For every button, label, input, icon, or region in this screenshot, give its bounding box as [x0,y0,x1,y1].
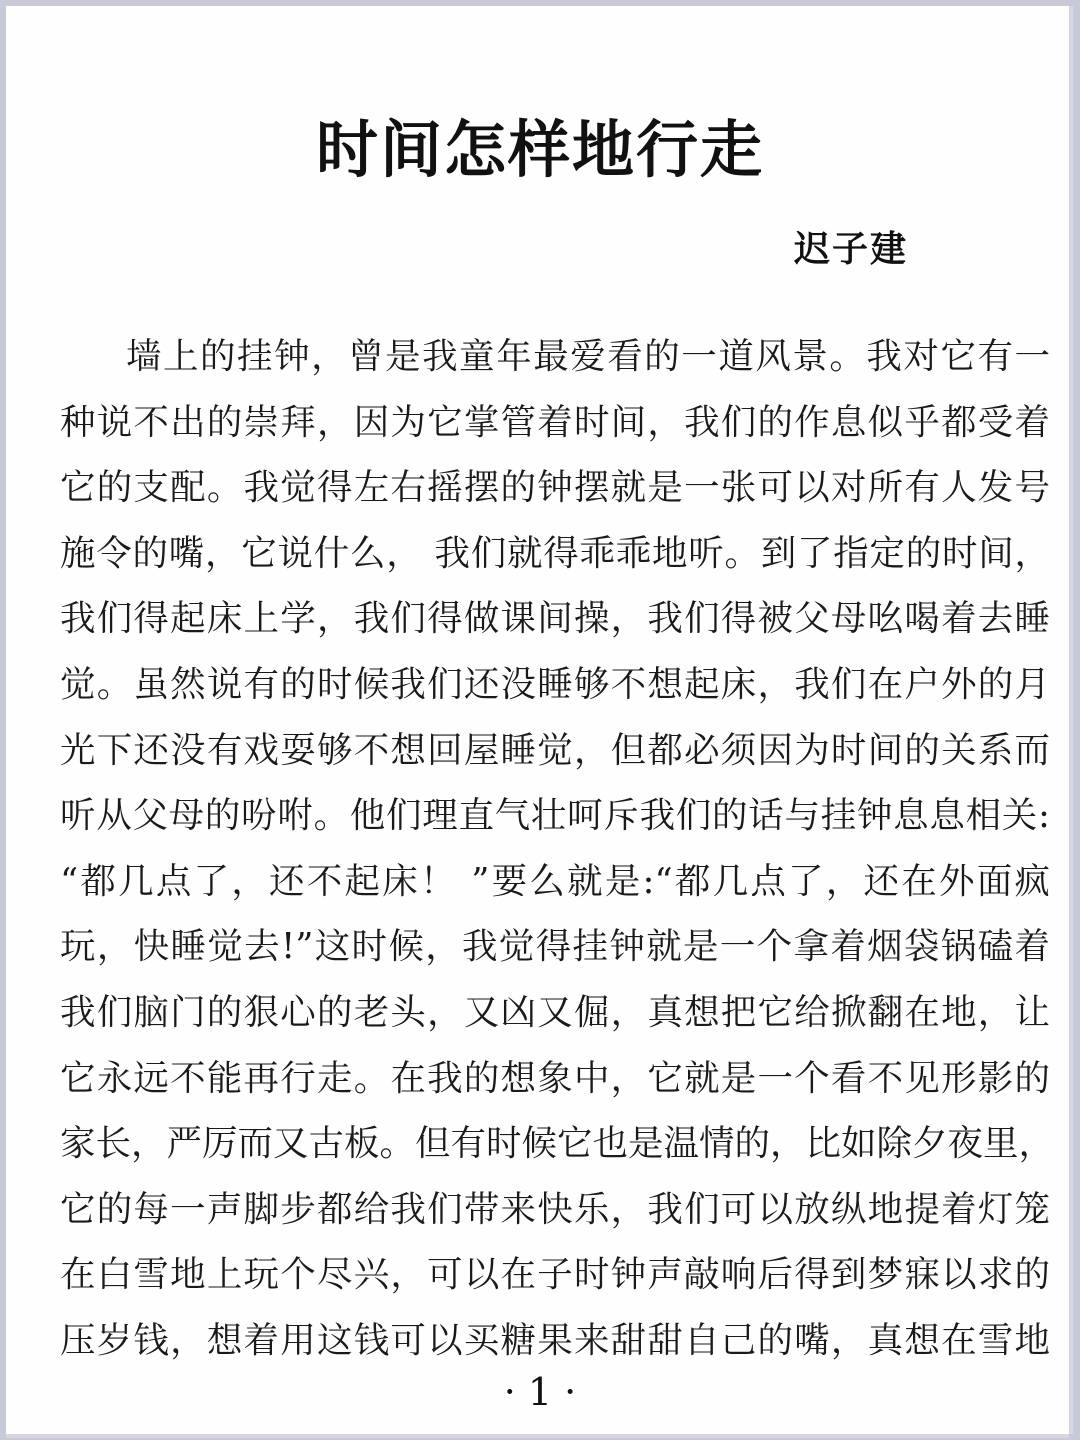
text-line: 在白雪地上玩个尽兴，可以在子时钟声敲响后得到梦寐以求的 [60,1254,1050,1296]
document-page [6,6,1069,1434]
author-name: 迟子建 [794,228,909,270]
text-line: 墙上的挂钟，曾是我童年最爱看的一道风景。我对它有一 [126,336,1050,377]
body-text [60,324,1055,1374]
page-number: · 1 · [503,1370,577,1414]
text-line: 种说不出的崇拜，因为它掌管着时间，我们的作息似乎都受着 [60,401,1050,443]
text-line: 家长，严厉而又古板。但有时候它也是温情的，比如除夕夜里， [60,1123,1055,1165]
text-line: 它永远不能再行走。在我的想象中，它就是一个看不见形影的 [60,1057,1050,1099]
text-line: 光下还没有戏耍够不想回屋睡觉，但都必须因为时间的关系而 [60,729,1050,771]
text-line: 我们得起床上学，我们得做课间操，我们得被父母吆喝着去睡 [60,598,1050,640]
text-line: 觉。虽然说有的时候我们还没睡够不想起床，我们在户外的月 [60,663,1050,705]
document-title: 时间怎样地行走 [315,113,764,186]
text-line: “都几点了，还不起床！ ”要么就是:“都几点了，还在外面疯 [60,860,1050,902]
text-line: 它的每一声脚步都给我们带来快乐，我们可以放纵地提着灯笼 [60,1188,1050,1230]
text-line: 压岁钱，想着用这钱可以买糖果来甜甜自己的嘴，真想在雪地 [60,1319,1050,1361]
text-line: 它的支配。我觉得左右摇摆的钟摆就是一张可以对所有人发号 [60,467,1050,509]
text-line: 施令的嘴，它说什么， 我们就得乖乖地听。到了指定的时间， [60,532,1050,574]
text-line: 我们脑门的狠心的老头，又凶又倔，真想把它给掀翻在地，让 [60,991,1050,1033]
text-line: 听从父母的吩咐。他们理直气壮呵斥我们的话与挂钟息息相关: [60,795,1050,837]
text-line: 玩，快睡觉去!”这时候，我觉得挂钟就是一个拿着烟袋锅磕着 [60,926,1050,968]
